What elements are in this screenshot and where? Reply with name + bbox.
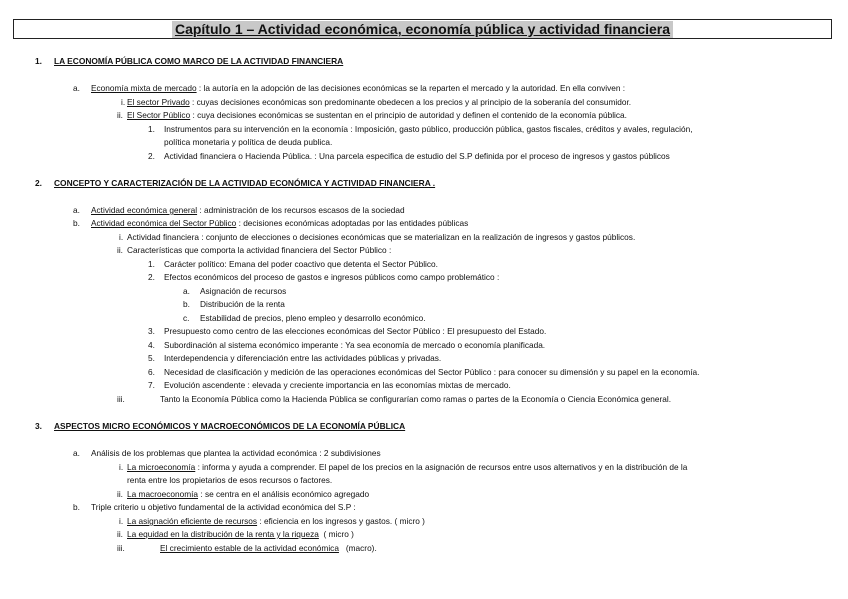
s2-i-marker: i. (119, 232, 124, 242)
s3-b-text: Triple criterio u objetivo fundamental de la actividad económica del S.P : (91, 502, 356, 512)
s2-1-marker: 1. (148, 259, 155, 269)
s2-b-text: : decisiones económicas adoptadas por las entidades públicas (236, 218, 469, 228)
s2-3-marker: 3. (148, 326, 155, 336)
s2-2-text: Efectos económicos del proceso de gastos e ingresos públicos como campo problemático : (164, 272, 500, 282)
s2-2c-marker: c. (183, 313, 190, 323)
s2-2-marker: 2. (148, 272, 155, 282)
s2-iii-marker: iii. (117, 394, 125, 404)
s2-b-marker: b. (73, 218, 80, 228)
s2-b-term: Actividad económica del Sector Público (91, 218, 237, 228)
s2-1-text: Carácter político: Emana del poder coactivo que detenta el Sector Público. (164, 259, 438, 269)
s3-ai-continued: renta entre los propietarios de esos recursos o factores. (127, 475, 333, 485)
s1-2-marker: 2. (148, 151, 155, 161)
s1-2-text: Actividad financiera o Hacienda Pública. : Una parcela especifica de estudio del S.P definida por el proceso de ingresos y gastos públicos (164, 151, 670, 161)
s3-bi-text: : eficiencia en los ingresos y gastos. ( micro ) (257, 516, 425, 526)
s3-bii-item (127, 529, 354, 540)
s2-4-marker: 4. (148, 340, 155, 350)
s1-i-item (127, 97, 631, 108)
s2-2c-text: Estabilidad de precios, pleno empleo y desarrollo económico. (200, 313, 426, 323)
s2-6-text: Necesidad de clasificación y medición de las operaciones económicas del Sector Público : para conocer su dimensión y su papel en la economía. (164, 367, 700, 377)
section-1-heading: LA ECONOMÍA PÚBLICA COMO MARCO DE LA ACTIVIDAD FINANCIERA (54, 56, 344, 66)
s2-6-marker: 6. (148, 367, 155, 377)
s2-3-text: Presupuesto como centro de las elecciones económicas del Sector Público : El presupuesto del Estado. (164, 326, 547, 336)
s3-a-marker: a. (73, 448, 80, 458)
s1-i-marker: i. (121, 97, 126, 107)
s3-aii-item (127, 489, 369, 500)
s2-b-item (91, 218, 468, 229)
s2-a-term: Actividad económica general (91, 205, 198, 215)
s2-a-item (91, 205, 405, 216)
s1-ii-text: : cuya decisiones económicas se sustentan en el principio de autoridad y definen el contenido de la economía pública. (190, 110, 627, 120)
s3-biii-item (160, 543, 377, 554)
s2-a-marker: a. (73, 205, 80, 215)
s3-a-text: Análisis de los problemas que plantea la actividad económica : 2 subdivisiones (91, 448, 381, 458)
s2-2b-marker: b. (183, 299, 190, 309)
section-3-number: 3. (35, 421, 42, 431)
s3-biii-text: (macro). (338, 543, 377, 553)
s1-a-text: : la autoría en la adopción de las decisiones económicas se la reparten el mercado y la autoridad. En ella conviven : (196, 83, 626, 93)
s1-1-continued: política monetaria y política de deuda publica. (164, 137, 333, 147)
s1-ii-item (127, 110, 627, 121)
s3-aii-text: : se centra en el análisis económico agregado (198, 489, 370, 499)
chapter-title: Capítulo 1 – Actividad económica, economía pública y actividad financiera (172, 21, 673, 38)
s2-2a-text: Asignación de recursos (200, 286, 287, 296)
s3-aii-marker: ii. (117, 489, 123, 499)
s1-a-item (91, 83, 625, 94)
s3-ai-term: La microeconomía (127, 462, 196, 472)
section-2-heading: CONCEPTO Y CARACTERIZACIÓN DE LA ACTIVIDAD ECONÓMICA Y ACTIVIDAD FINANCIERA . (54, 178, 436, 188)
s2-i-text: Actividad financiera : conjunto de elecciones o decisiones económicas que se materializan en la realización de ingresos y gastos públicos. (127, 232, 636, 242)
s1-ii-term: El Sector Público (127, 110, 191, 120)
s1-a-marker: a. (73, 83, 80, 93)
s3-ai-marker: i. (119, 462, 124, 472)
s2-5-marker: 5. (148, 353, 155, 363)
s3-bii-term: La equidad en la distribución de la renta y la riqueza (127, 529, 319, 539)
s3-biii-marker: iii. (117, 543, 125, 553)
s2-7-marker: 7. (148, 380, 155, 390)
s2-2a-marker: a. (183, 286, 190, 296)
s3-b-marker: b. (73, 502, 80, 512)
s1-1-marker: 1. (148, 124, 155, 134)
s2-7-text: Evolución ascendente : elevada y creciente importancia en las economías mixtas de mercado. (164, 380, 511, 390)
s3-aii-term: La macroeconomía (127, 489, 199, 499)
s1-i-text: : cuyas decisiones económicas son predominante obedecen a los precios y al principio de la soberanía del consumidor. (189, 97, 632, 107)
s3-ai-text: : informa y ayuda a comprender. El papel de los precios en la asignación de recursos entre usos alternativos y en la distribución de la (195, 462, 688, 472)
s3-bi-marker: i. (119, 516, 124, 526)
s3-ai-item (127, 462, 687, 473)
s3-bii-marker: ii. (117, 529, 123, 539)
s2-2b-text: Distribución de la renta (200, 299, 285, 309)
s3-bi-term: La asignación eficiente de recursos (127, 516, 258, 526)
s1-1-text: Instrumentos para su intervención en la economía : Imposición, gasto público, producción pública, gastos fiscales, créditos y avales, regulación, (164, 124, 693, 134)
s2-ii-marker: ii. (117, 245, 123, 255)
s1-ii-marker: ii. (117, 110, 123, 120)
s3-bi-item (127, 516, 425, 527)
s2-4-text: Subordinación al sistema económico imperante : Ya sea economía de mercado o economía planificada. (164, 340, 546, 350)
section-3-heading: ASPECTOS MICRO ECONÓMICOS Y MACROECONÓMICOS DE LA ECONOMÍA PÚBLICA (54, 421, 406, 431)
section-2-number: 2. (35, 178, 42, 188)
s2-a-text: : administración de los recursos escasos de la sociedad (197, 205, 405, 215)
s1-a-term: Economía mixta de mercado (91, 83, 197, 93)
section-1-number: 1. (35, 56, 42, 66)
s1-i-term: El sector Privado (127, 97, 190, 107)
s3-bii-text: ( micro ) (318, 529, 354, 539)
s2-ii-text: Características que comporta la actividad financiera del Sector Público : (127, 245, 392, 255)
chapter-title-box (13, 19, 832, 39)
s3-biii-term: El crecimiento estable de la actividad económica (160, 543, 339, 553)
s2-5-text: Interdependencia y diferenciación entre las actividades públicas y privadas. (164, 353, 442, 363)
s2-iii-text: Tanto la Economía Pública como la Hacienda Pública se configurarían como ramas o partes de la Economía o Ciencia Económica general. (160, 394, 671, 404)
